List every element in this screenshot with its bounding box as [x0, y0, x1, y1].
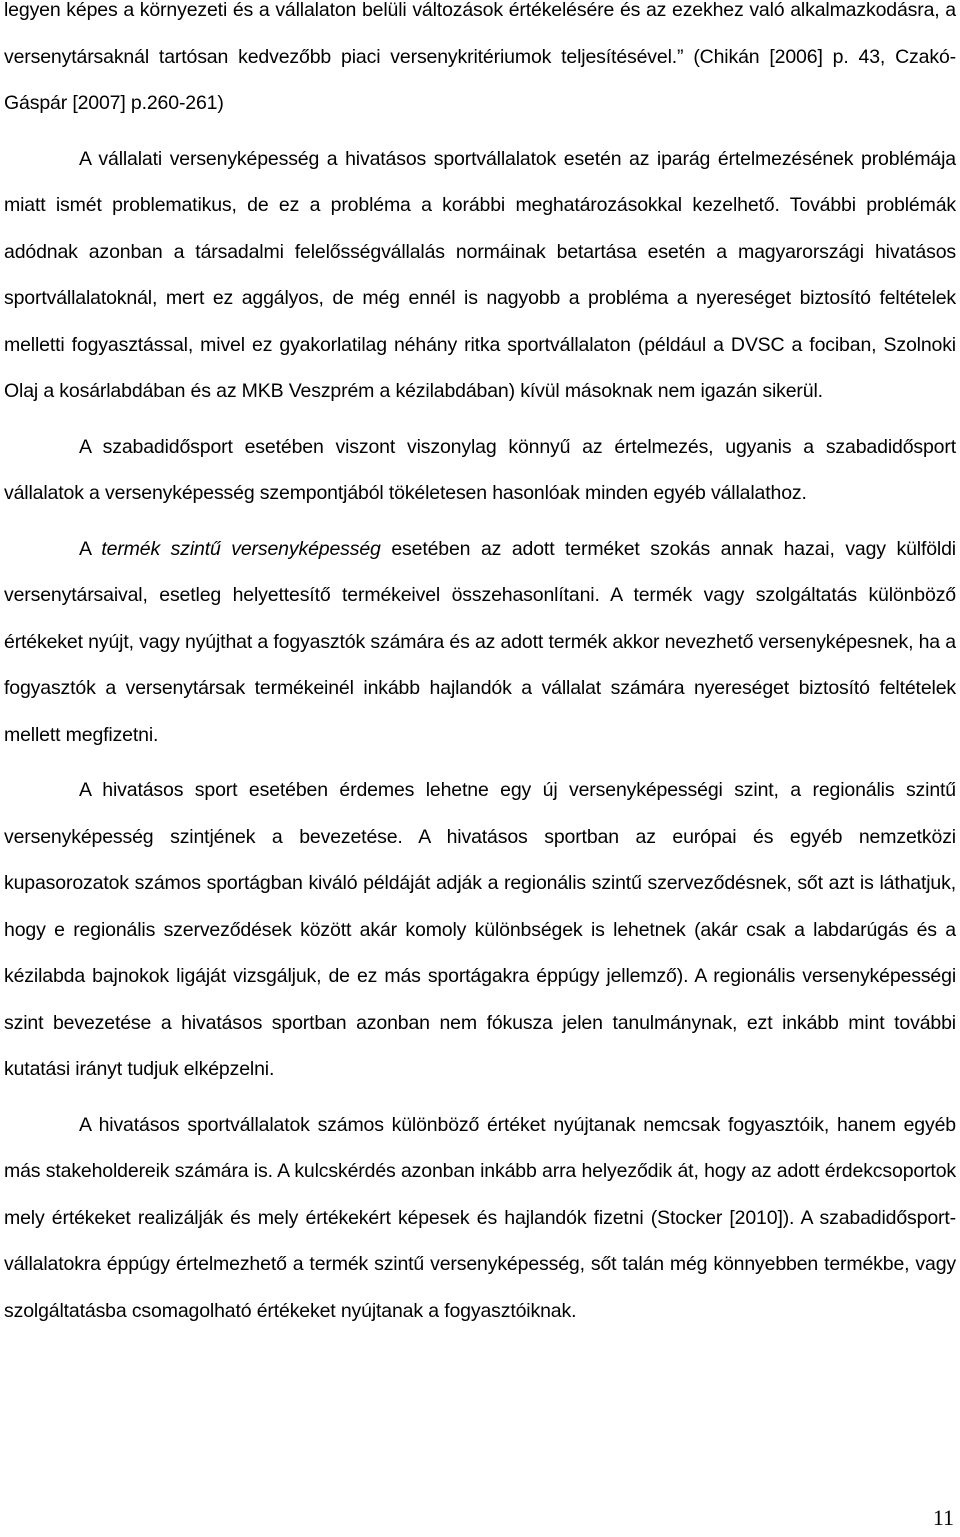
- paragraph-rest: esetében az adott terméket szokás annak hazai, vagy külföldi versenytársaival, esetleg helyettesítő termékeivel összehasonlítani. A termék vagy szolgáltatás különböző értékeket nyújt, vagy nyújthat a fogyasztók számára és az adott termék akkor nevezhető versenyképesnek, ha a fogyasztók a versenytársak termékeinél inkább hajlandók a vállalat számára nyereséget biztosító feltételek mellett megfizetni.: [4, 537, 956, 746]
- paragraph-stakeholders: A hivatásos sportvállalatok számos különböző értéket nyújtanak nemcsak fogyasztóik, hanem egyéb más stakeholdereik számára is. A kulcskérdés azonban inkább arra helyeződik át, hogy az adott érdekcsoportok mely értékeket realizálják és mely értékekért képesek és hajlandók fizetni (Stocker [2010]). A szabadidősport-vállalatokra éppúgy értelmezhető a termék szintű versenyképesség, sőt talán még könnyebben termékbe, vagy szolgáltatásba csomagolható értékeket nyújtanak a fogyasztóiknak.: [4, 1113, 956, 1322]
- paragraph-lead: A: [79, 537, 102, 560]
- page-number: 11: [932, 1505, 954, 1530]
- document-page: [4, 0, 956, 1343]
- paragraph-product-level-competitiveness: [4, 526, 956, 759]
- emphasized-term: termék szintű versenyképesség: [101, 537, 381, 560]
- paragraph-leisure-sport: A szabadidősport esetében viszont viszonylag könnyű az értelmezés, ugyanis a szabadidősport vállalatok a versenyképesség szempontjából tökéletesen hasonlóak minden egyéb vállalathoz.: [4, 435, 956, 504]
- paragraph-professional-sport-competitiveness: A vállalati versenyképesség a hivatásos sportvállalatok esetén az iparág értelmezésének problémája miatt ismét problematikus, de ez a probléma a korábbi meghatározásokkal kezelhető. További problémák adódnak azonban a társadalmi felelősségvállalás normáinak betartása esetén a magyarországi hivatásos sportvállalatoknál, mert ez aggályos, de még ennél is nagyobb a probléma a nyereséget biztosító feltételek melletti fogyasztással, mivel ez gyakorlatilag néhány ritka sportvállalaton (például a DVSC a fociban, Szolnoki Olaj a kosárlabdában és az MKB Veszprém a kézilabdában) kívül másoknak nem igazán sikerül.: [4, 147, 956, 402]
- paragraph-continuation: legyen képes a környezeti és a vállalaton belüli változások értékelésére és az ezekhez való alkalmazkodásra, a versenytársaknál tartósan kedvezőbb piaci versenykritériumok teljesítésével.” (Chikán [2006] p. 43, Czakó-Gáspár [2007] p.260-261): [4, 0, 956, 114]
- paragraph-regional-competitiveness: A hivatásos sport esetében érdemes lehetne egy új versenyképességi szint, a regionális szintű versenyképesség szintjének a bevezetése. A hivatásos sportban az európai és egyéb nemzetközi kupasorozatok számos sportágban kiváló példáját adják a regionális szintű szerveződésnek, sőt azt is láthatjuk, hogy e regionális szerveződések között akár komoly különbségek is lehetnek (akár csak a labdarúgás és a kézilabda bajnokok ligáját vizsgáljuk, de ez más sportágakra éppúgy jellemző). A regionális versenyképességi szint bevezetése a hivatásos sportban azonban nem fókusza jelen tanulmánynak, ezt inkább mint további kutatási irányt tudjuk elképzelni.: [4, 779, 956, 1080]
